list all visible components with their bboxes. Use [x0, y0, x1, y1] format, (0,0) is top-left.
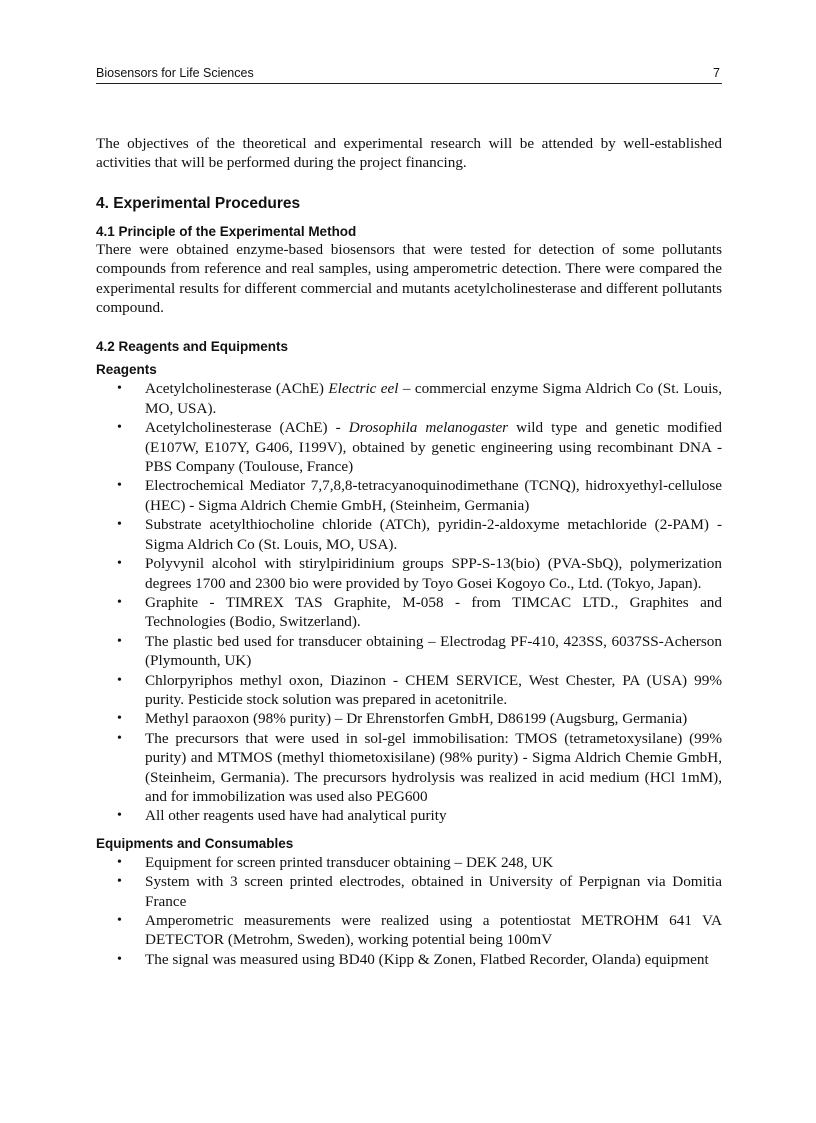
species-name: Drosophila melanogaster: [348, 419, 509, 437]
equipment-item: [96, 853, 722, 872]
page-number: 7: [713, 66, 720, 80]
reagents-list: [96, 379, 722, 825]
page: [96, 66, 722, 969]
equipment-text: System with 3 screen printed electrodes, obtained in University of Perpignan via Domitia France: [145, 873, 722, 910]
reagent-item: [96, 709, 722, 728]
reagent-text: Methyl paraoxon (98% purity) – Dr Ehrenstorfen GmbH, D86199 (Augsburg, Germania): [145, 710, 688, 728]
equipments-heading: Equipments and Consumables: [96, 835, 294, 851]
reagent-item: [96, 515, 722, 554]
reagent-item: [96, 593, 722, 632]
reagent-item: [96, 671, 722, 710]
reagent-text: Polyvynil alcohol with stirylpiridinium groups SPP-S-13(bio) (PVA-SbQ), polymerization degrees 1700 and 2300 bio were provided by Toyo Gosei Kogoyo Co., Ltd. (Tokyo, Japan).: [145, 555, 722, 592]
intro-paragraph: The objectives of the theoretical and experimental research will be attended by well-established activities that will be performed during the project financing.: [96, 135, 722, 172]
equipment-item: [96, 872, 722, 911]
reagent-item: [96, 554, 722, 593]
bullet-icon: •: [117, 633, 122, 649]
bullet-icon: •: [117, 556, 122, 572]
bullet-icon: •: [117, 951, 122, 967]
reagent-text: Acetylcholinesterase (AChE): [145, 380, 329, 398]
bullet-icon: •: [117, 381, 122, 397]
reagent-text: The plastic bed used for transducer obtaining – Electrodag PF-410, 423SS, 6037SS-Acherson (Plymounth, UK): [145, 632, 722, 670]
bullet-icon: •: [117, 730, 122, 746]
reagent-item: [96, 476, 722, 515]
equipment-item: [96, 950, 722, 969]
equipment-text: Equipment for screen printed transducer obtaining – DEK 248, UK: [145, 853, 554, 871]
running-title: Biosensors for Life Sciences: [96, 66, 254, 80]
reagents-heading: Reagents: [96, 362, 157, 378]
reagent-text: Chlorpyriphos methyl oxon, Diazinon - CHEM SERVICE, West Chester, PA (USA) 99% purity. Pesticide stock solution was prepared in acetonitrile.: [145, 671, 722, 708]
reagent-text: The precursors that were used in sol-gel immobilisation: TMOS (tetrametoxysilane) (99% purity) and MTMOS (methyl thiometoxisilane) (98% purity) - Sigma Aldrich Chemie GmbH, (Steinheim, Germania). The precursors hydrolysis was realized in acid medium (HCl 1mM), and for immobilization was used also PEG600: [145, 729, 722, 805]
reagent-text: Acetylcholinesterase (AChE) -: [145, 419, 349, 437]
reagent-text-continued: – commercial enzyme Sigma Aldrich Co (St. Louis, MO, USA).: [145, 380, 722, 417]
equipment-text: Amperometric measurements were realized using a potentiostat METROHM 641 VA DETECTOR (Metrohm, Sweden), working potential being 100mV: [145, 912, 722, 949]
principle-paragraph: There were obtained enzyme-based biosensors that were tested for detection of some pollutants compounds from reference and real samples, using amperometric detection. There were compared the experimental results for different commercial and mutants acetylcholinesterase and different pollutants compound.: [96, 240, 722, 317]
reagent-item: [96, 729, 722, 807]
reagent-item: [96, 379, 722, 418]
reagent-text: Graphite - TIMREX TAS Graphite, M-058 - from TIMCAC LTD., Graphites and Technologies (Bodio, Switzerland).: [145, 593, 722, 631]
reagent-text: Substrate acetylthiocholine chloride (ATCh), pyridin-2-aldoxyme metachloride (2-PAM) - Sigma Aldrich Co (St. Louis, MO, USA).: [145, 516, 722, 553]
reagent-text-continued: wild type and genetic modified (E107W, E107Y, G406, I199V), obtained by genetic engineering using recombinant DNA - PBS Company (Toulouse, France): [145, 419, 723, 476]
bullet-icon: •: [117, 808, 122, 824]
equipments-list: [96, 853, 722, 969]
bullet-icon: •: [117, 594, 122, 610]
bullet-icon: •: [117, 711, 122, 727]
bullet-icon: •: [117, 874, 122, 890]
subsection-heading-4-2: 4.2 Reagents and Equipments: [96, 339, 289, 355]
equipment-text: The signal was measured using BD40 (Kipp & Zonen, Flatbed Recorder, Olanda) equipment: [145, 950, 709, 968]
reagent-item: [96, 418, 722, 476]
subsection-heading-4-1: 4.1 Principle of the Experimental Method: [96, 223, 357, 239]
species-name: Electric eel: [328, 380, 399, 398]
bullet-icon: •: [117, 517, 122, 533]
reagent-text: All other reagents used have had analytical purity: [145, 807, 447, 825]
bullet-icon: •: [117, 854, 122, 870]
reagent-item: [96, 632, 722, 671]
bullet-icon: •: [117, 672, 122, 688]
running-header: [96, 66, 722, 84]
equipment-item: [96, 911, 722, 950]
section-heading: 4. Experimental Procedures: [96, 194, 301, 212]
reagent-item: [96, 806, 722, 825]
bullet-icon: •: [117, 478, 122, 494]
reagent-text: Electrochemical Mediator 7,7,8,8-tetracyanoquinodimethane (TCNQ), hidroxyethyl-cellulose (HEC) - Sigma Aldrich Chemie GmbH, (Steinheim, Germania): [145, 477, 722, 514]
bullet-icon: •: [117, 420, 122, 436]
bullet-icon: •: [117, 913, 122, 928]
